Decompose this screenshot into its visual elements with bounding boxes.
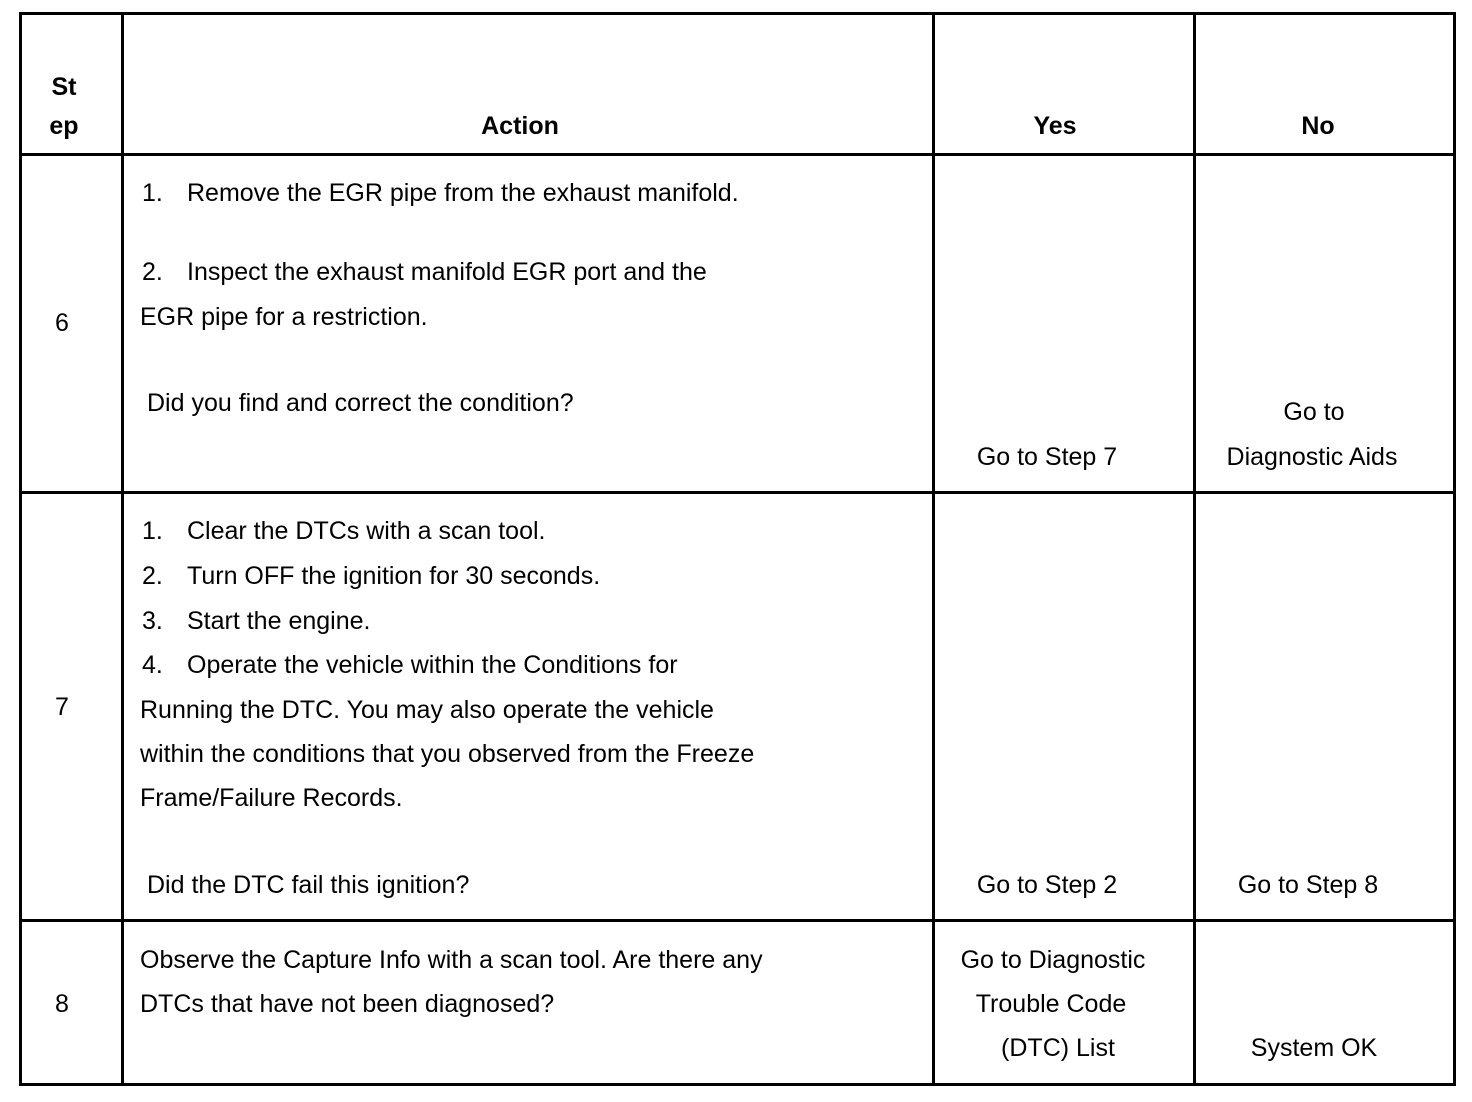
header-no: No <box>1301 112 1335 140</box>
yes-column-divider <box>1193 12 1196 1086</box>
step-number: 8 <box>55 990 69 1018</box>
action-text-line2: DTCs that have not been diagnosed? <box>140 990 555 1018</box>
table-border-right <box>1453 12 1456 1086</box>
list-item-text: Remove the EGR pipe from the exhaust manifold. <box>187 179 739 207</box>
list-item-number: 3. <box>142 607 163 635</box>
list-item-number: 1. <box>142 517 163 545</box>
no-result-line2: Diagnostic Aids <box>1226 443 1398 471</box>
list-item-number: 2. <box>142 258 163 286</box>
step-column-divider <box>121 12 124 1086</box>
list-item-text: Inspect the exhaust manifold EGR port and the <box>187 258 707 286</box>
row-6-divider <box>19 491 1456 494</box>
no-result: Go to Step 8 <box>1237 871 1379 899</box>
list-item-text: Clear the DTCs with a scan tool. <box>187 517 546 545</box>
header-step-line2: ep <box>49 112 79 140</box>
table-border-left <box>19 12 22 1086</box>
yes-result-line3: (DTC) List <box>1001 1034 1115 1062</box>
row-7-divider <box>19 919 1456 922</box>
list-item-number: 4. <box>142 651 163 679</box>
table-border-bottom <box>19 1083 1456 1086</box>
yes-result-line1: Go to Diagnostic <box>960 946 1146 974</box>
header-yes: Yes <box>1033 112 1077 140</box>
list-item-number: 2. <box>142 562 163 590</box>
question-text: Did the DTC fail this ignition? <box>147 871 470 899</box>
list-item-text: Turn OFF the ignition for 30 seconds. <box>187 562 601 590</box>
step-number: 7 <box>55 693 69 721</box>
list-item-continuation: Running the DTC. You may also operate the vehicle <box>140 696 714 724</box>
question-text: Did you find and correct the condition? <box>147 389 574 417</box>
action-column-divider <box>932 12 935 1086</box>
no-result: System OK <box>1250 1034 1378 1062</box>
list-item-text: Start the engine. <box>187 607 371 635</box>
header-row-divider <box>19 153 1456 156</box>
header-step-line1: St <box>51 73 77 101</box>
list-item-continuation: EGR pipe for a restriction. <box>140 303 428 331</box>
no-result-line1: Go to <box>1283 398 1345 426</box>
header-action: Action <box>481 112 559 140</box>
step-number: 6 <box>55 309 69 337</box>
yes-result: Go to Step 7 <box>976 443 1118 471</box>
list-item-number: 1. <box>142 179 163 207</box>
yes-result: Go to Step 2 <box>976 871 1118 899</box>
list-item-continuation: within the conditions that you observed from the Freeze <box>140 740 755 768</box>
table-border-top <box>19 12 1456 15</box>
yes-result-line2: Trouble Code <box>975 990 1127 1018</box>
list-item-continuation: Frame/Failure Records. <box>140 784 403 812</box>
action-text-line1: Observe the Capture Info with a scan tool. Are there any <box>140 946 763 974</box>
list-item-text: Operate the vehicle within the Conditions for <box>187 651 678 679</box>
